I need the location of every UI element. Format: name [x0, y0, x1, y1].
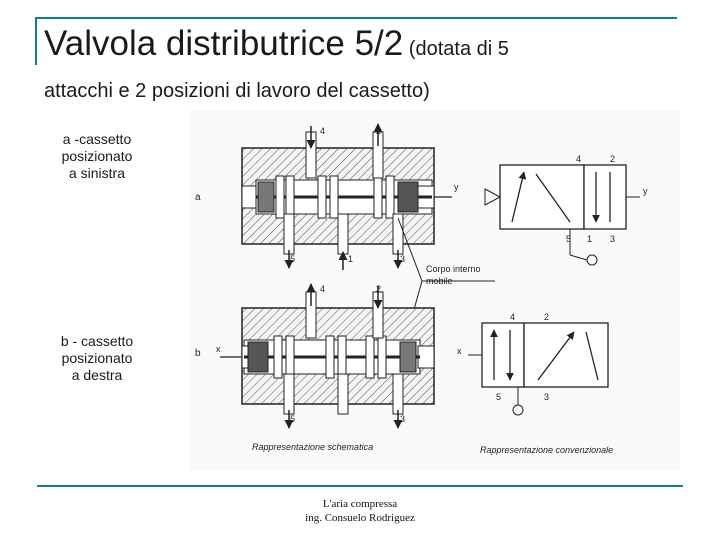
fig-sig-x: x: [216, 344, 221, 354]
caption-schematic: Rappresentazione schematica: [252, 442, 374, 452]
caption-conventional: Rappresentazione convenzionale: [480, 445, 614, 455]
fig-port-4-b: 4: [320, 284, 326, 294]
title-sub: (dotata di 5: [403, 38, 509, 60]
slide-title-line2: attacchi e 2 posizioni di lavoro del cassetto): [44, 80, 430, 102]
fig-port-3: 3: [400, 254, 406, 264]
sym-port-3: 3: [610, 234, 616, 244]
sym-port-4: 4: [576, 154, 582, 164]
label-b-line: b - cassetto: [60, 333, 134, 349]
fig-letter-a: a: [195, 192, 201, 203]
title-main: Valvola distributrice 5/2: [44, 24, 404, 63]
label-position-a: [42, 131, 152, 182]
sym-port-1: 1: [587, 234, 593, 244]
fig-port-1: 1: [348, 254, 354, 264]
sym-port-2: 2: [610, 154, 616, 164]
fig-sig-y: y: [454, 182, 459, 192]
label-b-line: a destra: [71, 367, 123, 383]
corpo-text-2: mobile: [426, 276, 453, 286]
sym-port-2-b: 2: [544, 312, 550, 322]
fig-port-5-b: 5: [290, 414, 296, 424]
slide-title: [44, 26, 509, 61]
footer-line-1: L'aria compressa: [322, 498, 398, 510]
corpo-text-1: Corpo interno: [426, 264, 481, 274]
sym-sig-y: y: [643, 186, 648, 196]
fig-port-5: 5: [290, 254, 296, 264]
sym-port-5-b: 5: [496, 392, 502, 402]
sym-port-4-b: 4: [510, 312, 516, 322]
sym-sig-x: x: [457, 346, 462, 356]
label-a-line: a sinistra: [68, 165, 126, 181]
fig-letter-b: b: [195, 348, 201, 359]
footer: [250, 497, 470, 525]
fig-port-3-b: 3: [400, 414, 406, 424]
label-b-line: posizionato: [61, 350, 133, 366]
footer-line-2: ing. Consuelo Rodriguez: [305, 512, 415, 524]
fig-port-4: 4: [320, 126, 326, 136]
title-frame-left: [35, 17, 37, 65]
valve-diagram-figure: [190, 110, 680, 470]
label-position-b: [42, 333, 152, 384]
fig-port-2-b: 2: [376, 284, 382, 294]
fig-port-2: 2: [376, 126, 382, 136]
footer-divider: [37, 485, 683, 487]
label-a-line: a -cassetto: [62, 131, 132, 147]
label-a-line: posizionato: [61, 148, 133, 164]
sym-port-5: 5: [566, 234, 572, 244]
title-frame-top: [35, 17, 677, 19]
sym-port-3-b: 3: [544, 392, 550, 402]
